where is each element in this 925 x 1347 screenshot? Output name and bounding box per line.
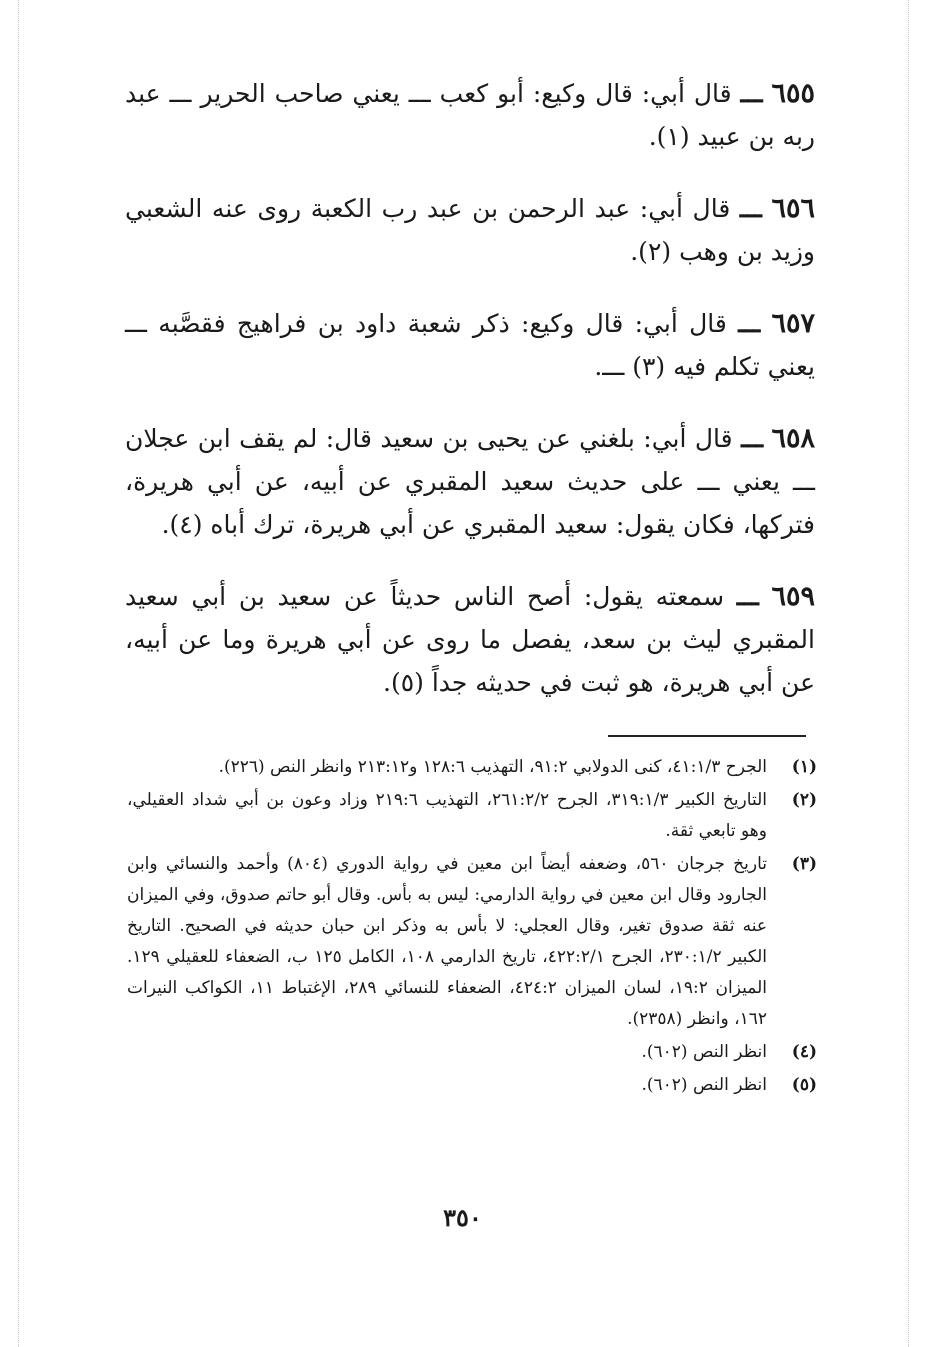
- entry-text: قال أبي: عبد الرحمن بن عبد رب الكعبة روى عنه الشعبي وزيد بن وهب (٢).: [125, 194, 815, 266]
- entry-number: ٦٥٦: [771, 193, 815, 224]
- scan-edge-right: [908, 0, 909, 1347]
- entry-655: ٦٥٥ ـــ قال أبي: قال وكيع: أبو كعب ـــ يعني صاحب الحرير ـــ عبد ربه بن عبيد (١).: [125, 78, 815, 151]
- footnote-5: [127, 1070, 817, 1101]
- footnotes: [127, 752, 817, 1103]
- entry-number: ٦٥٧: [771, 308, 816, 339]
- footnote-marker: (١): [791, 757, 817, 777]
- entry-text: سمعته يقول: أصح الناس حديثاً عن سعيد بن أبي سعيد المقبري ليث بن سعد، يفصل ما روى عن أبي هريرة وما عن أبيه، عن أبي هريرة، هو ثبت في حديثه جداً (٥).: [125, 582, 815, 697]
- entry-text: قال أبي: قال وكيع: ذكر شعبة داود بن فراهيج فقصَّبه ـــ يعني تكلم فيه (٣) ـــ.: [125, 309, 815, 381]
- entry-number: ٦٥٩: [771, 581, 815, 612]
- entry-text: قال أبي: بلغني عن يحيى بن سعيد قال: لم يقف ابن عجلان ـــ يعني ـــ على حديث سعيد المقبري عن أبيه، عن أبي هريرة، فتركها، فكان يقول: سعيد المقبري عن أبي هريرة، ترك أباه (٤).: [125, 424, 815, 539]
- footnote-2: [127, 785, 817, 847]
- footnote-text: تاريخ جرجان ٥٦٠، وضعفه أيضاً ابن معين في رواية الدوري (٨٠٤) وأحمد والنسائي وابن الجارود وقال ابن معين في رواية الدارمي: ليس به بأس. وقال أبو حاتم صدوق، وفي الميزان عنه ثقة صدوق تغير، وقال العجلي: لا بأس به وذكر ابن حبان حديثه في الصحيح. التاريخ الكبير ٢٣٠:١/٢، الجرح ٤٢٢:٢/١، تاريخ الدارمي ١٠٨، الكامل ١٢٥ ب، الضعفاء للعقيلي ١٢٩. الميزان ١٩:٢، لسان الميزان ٤٢٤:٢، الضعفاء للنسائي ٢٨٩، الإغتباط ١١، الكواكب النيرات ١٦٢، وانظر (٢٣٥٨).: [127, 854, 768, 1029]
- footnote-4: [127, 1037, 817, 1068]
- entry-text: قال أبي: قال وكيع: أبو كعب ـــ يعني صاحب الحرير ـــ عبد ربه بن عبيد (١).: [125, 79, 815, 151]
- entry-number: ٦٥٨: [771, 423, 815, 454]
- entry-658: ٦٥٨ ـــ قال أبي: بلغني عن يحيى بن سعيد قال: لم يقف ابن عجلان ـــ يعني ـــ على حديث سعيد المقبري عن أبيه، عن أبي هريرة، فتركها، فكان يقول: سعيد المقبري عن أبي هريرة، ترك أباه (٤).: [125, 423, 815, 539]
- footnote-separator: [608, 735, 806, 737]
- entry-number: ٦٥٥: [771, 78, 815, 109]
- main-text: [125, 72, 815, 733]
- page-number: ٣٥٠: [443, 1203, 482, 1232]
- scan-edge-left: [18, 0, 19, 1347]
- footnote-text: انظر النص (٦٠٢).: [641, 1075, 767, 1095]
- footnote-marker: (٥): [791, 1075, 817, 1095]
- footnote-marker: (٣): [791, 854, 817, 874]
- footnote-marker: (٤): [791, 1042, 817, 1062]
- entry-657: ٦٥٧ ـــ قال أبي: قال وكيع: ذكر شعبة داود بن فراهيج فقصَّبه ـــ يعني تكلم فيه (٣) ـــ.: [125, 308, 816, 381]
- footnote-text: الجرح ٤١:١/٣، كنى الدولابي ٩١:٢، التهذيب ١٢٨:٦ و٢١٣:١٢ وانظر النص (٢٢٦).: [218, 757, 767, 777]
- footnote-marker: (٢): [791, 790, 817, 810]
- footnote-text: انظر النص (٦٠٢).: [641, 1042, 767, 1062]
- entry-656: ٦٥٦ ـــ قال أبي: عبد الرحمن بن عبد رب الكعبة روى عنه الشعبي وزيد بن وهب (٢).: [125, 193, 815, 266]
- footnote-text: التاريخ الكبير ٣١٩:١/٣، الجرح ٢٦١:٢/٢، التهذيب ٢١٩:٦ وزاد وعون بن أبي شداد العقيلي، وهو تابعي ثقة.: [127, 790, 767, 841]
- footnote-1: [127, 752, 817, 783]
- footnote-3: [127, 849, 817, 1035]
- entry-659: ٦٥٩ ـــ سمعته يقول: أصح الناس حديثاً عن سعيد بن أبي سعيد المقبري ليث بن سعد، يفصل ما روى عن أبي هريرة وما عن أبيه، عن أبي هريرة، هو ثبت في حديثه جداً (٥).: [125, 581, 815, 697]
